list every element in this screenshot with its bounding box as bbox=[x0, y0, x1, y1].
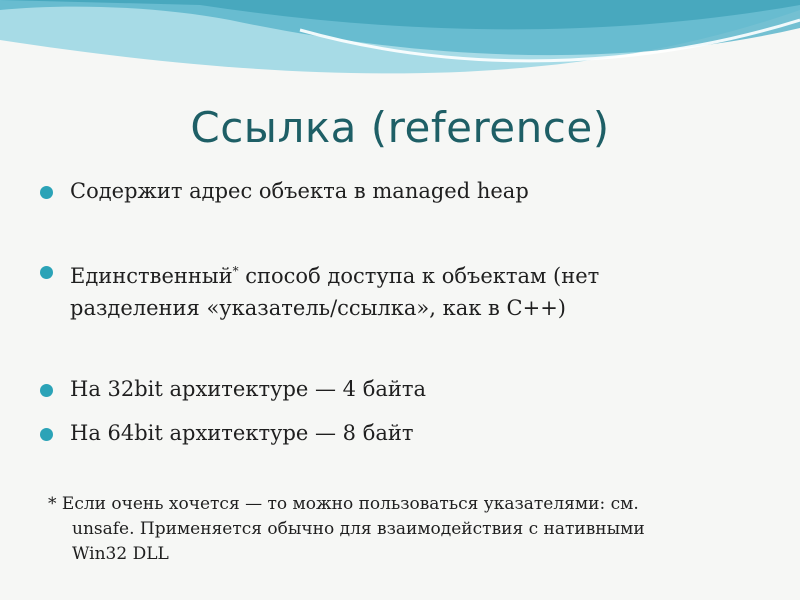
footnote-marker: * bbox=[232, 264, 239, 278]
bullet-item bbox=[40, 255, 760, 324]
bullet-dot-icon bbox=[40, 428, 53, 441]
slide-title: Ссылка (reference) bbox=[190, 103, 610, 152]
bullet-dot-icon bbox=[40, 266, 53, 279]
bullet-item bbox=[40, 175, 760, 207]
header-wave-decoration bbox=[0, 0, 800, 110]
footnote-line: * Если очень хочется — то можно пользоваться указателями: см. bbox=[48, 494, 639, 514]
footnote-line: Win32 DLL bbox=[72, 544, 169, 564]
bullet-dot-icon bbox=[40, 186, 53, 199]
bullet-text: На 64bit архитектуре — 8 байт bbox=[70, 421, 414, 445]
bullet-dot-icon bbox=[40, 384, 53, 397]
footnote bbox=[48, 492, 738, 567]
bullet-text-line2: разделения «указатель/ссылка», как в C++) bbox=[70, 296, 566, 320]
bullet-item bbox=[40, 373, 760, 405]
footnote-line: unsafe. Применяется обычно для взаимодействия с нативными bbox=[72, 519, 645, 539]
bullet-text: Содержит адрес объекта в managed heap bbox=[70, 179, 529, 203]
bullet-item bbox=[40, 417, 760, 449]
bullet-text: На 32bit архитектуре — 4 байта bbox=[70, 377, 427, 401]
bullet-text: Единственный* способ доступа к объектам (нет bbox=[70, 264, 600, 288]
